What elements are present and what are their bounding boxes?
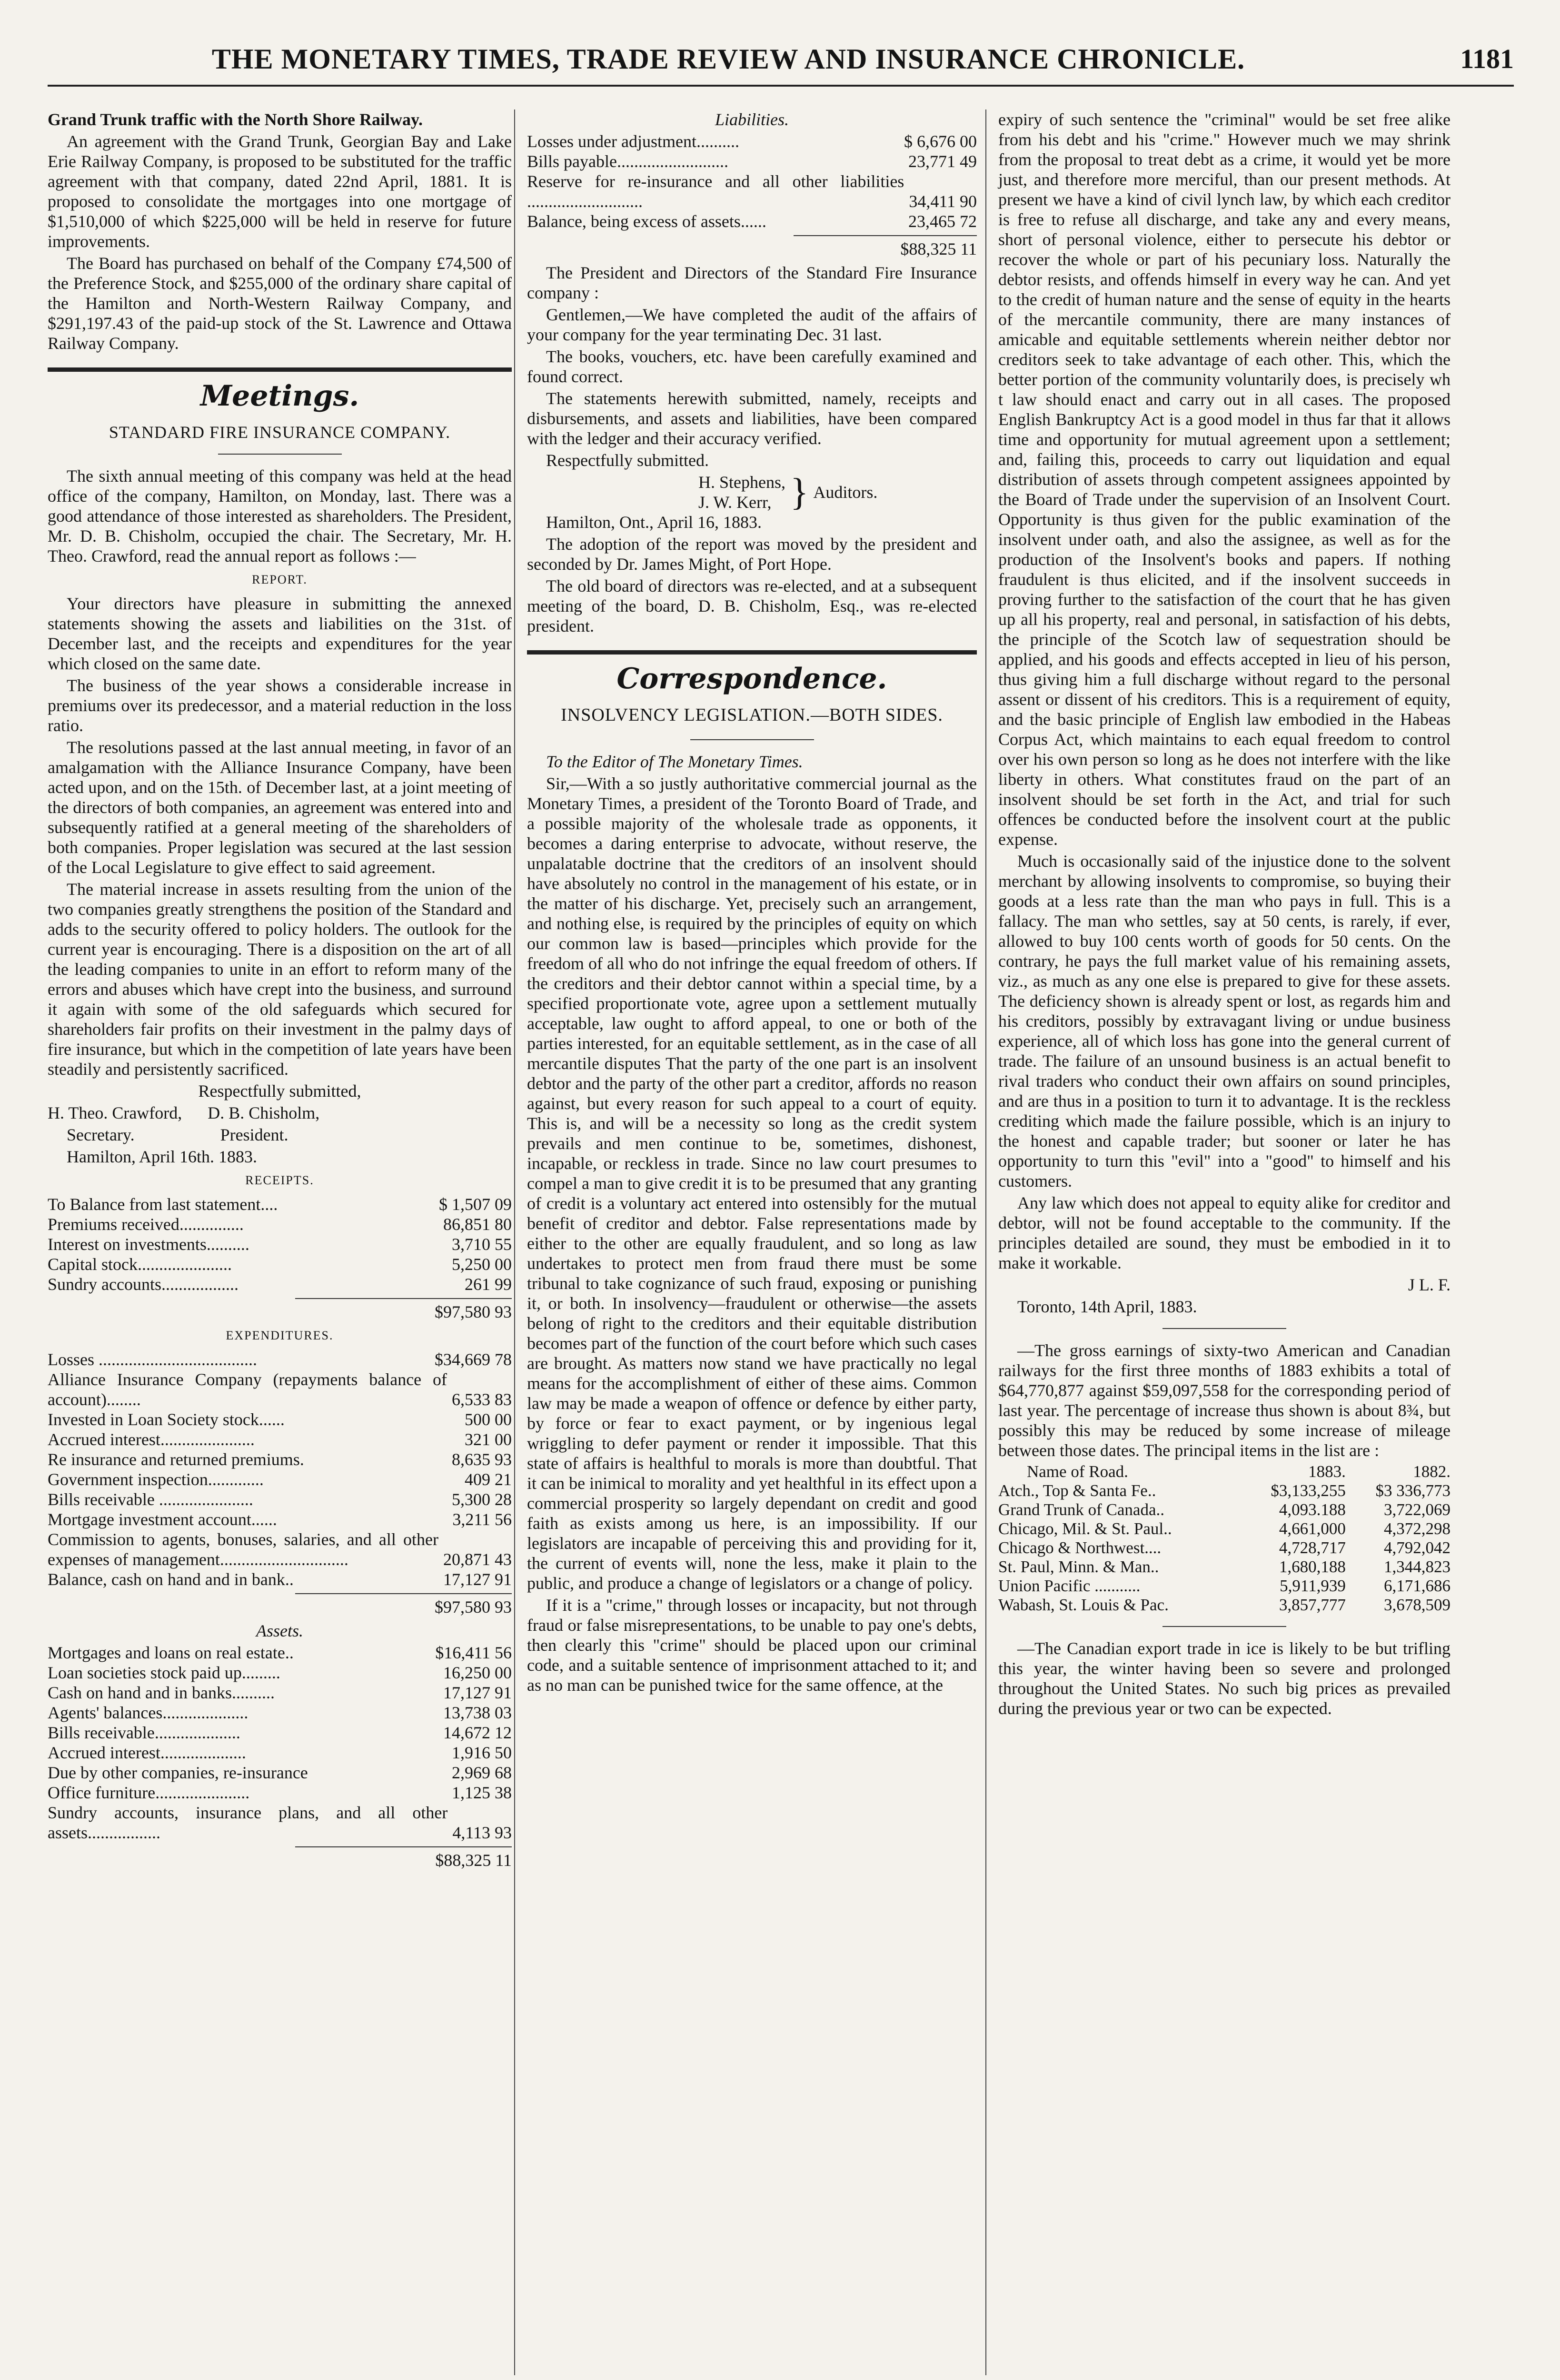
paragraph: The statements herewith submitted, namely, receipts and disbursements, and assets and liabilities, have been compared with the ledger and their accuracy verified. [527,389,977,448]
table-row: St. Paul, Minn. & Man.. 1,680,188 1,344,823 [998,1557,1451,1576]
ledger-row: Losses under adjustment.......... $ 6,676 00 [527,132,977,151]
letter-signature: J L. F. [1408,1275,1451,1294]
paragraph: —The gross earnings of sixty-two American and Canadian railways for the first three months of 1883 exhibits a total of $64,770,877 against $59,097,558 for the corresponding period of last year. The percentage of increase thus shown is about 8¾, but possibly this may be reduced by some increase of mileage between those dates. The principal items in the list are : [998,1341,1451,1460]
page-title: THE MONETARY TIMES, TRADE REVIEW AND INSURANCE CHRONICLE. [211,43,1245,75]
paragraph: The books, vouchers, etc. have been carefully examined and found correct. [527,347,977,386]
ledger-row: Re insurance and returned premiums. 8,635 93 [48,1450,512,1469]
short-rule [1163,1328,1286,1329]
signoff: Respectfully submitted, [198,1081,361,1101]
paragraph: An agreement with the Grand Trunk, Georgian Bay and Lake Erie Railway Company, is proposed to be substituted for the traffic agreement with that company, dated 22nd April, 1881. It is proposed to consolidate the mortgages into one mortgage of $1,510,000 of which $225,000 will be held in reserve for future improvements. [48,132,512,251]
liabilities-list [527,131,977,231]
signature-place: Hamilton, April 16th. 1883. [67,1147,257,1166]
ledger-row: Office furniture...................... 1,125 38 [48,1783,512,1802]
auditor-name: J. W. Kerr, [698,493,772,512]
report-label: REPORT. [252,573,308,586]
paragraph: Sir,—With a so justly authoritative commercial journal as the Monetary Times, a president of the Toronto Board of Trade, and a possible majority of the wholesale trade as opponents, it becomes a daring enterprise to advocate, without reserve, the unpalatable doctrine that the creditors of an insolvent should have absolutely no control in the management of his estate, or in the matter of his discharge. Yet, precisely such an arrangement, and nothing else, is required by the principles of equity on which our common law is based—principles which provide for the freedom of all who do not infringe the equal freedom of others. If the creditors and their debtor cannot within a special time, by a specified proportionate vote, agree upon a settlement mutually acceptable, law ought to afford appeal, to one or both of the parties interested, for an equitable settlement, as in the case of all mercantile disputes That the party of the one part is an insolvent debtor and the party of the other part a creditor, affords no reason against, but every reason for such appeal to a court of equity. This is, and will be a necessity so long as the credit system prevails and men continue to be, sometimes, dishonest, incapable, or reckless in trade. Since no law court presumes to compel a man to give credit it is to be presumed that any granting of credit is a voluntary act entered into ostensibly for the mutual benefit of creditor and debtor. False representations made by either to the other are equally fraudulent, and so long as law undertakes to protect men from fraud there must be some tribunal to take cognizance of such fraud, exposing or punishing it, or both. In insolvency—fraudulent or otherwise—the assets belong of right to the creditors and their equitable distribution becomes part of the function of the court before which such cases are brought. As matters now stand we have practically no legal means for the accomplishment of either of these aims. Common law may be made a weapon of offence or defence by either party, by force or fear to exact payment, or by ingenious legal wriggling to defer payment or render it impossible. That this state of affairs is healthful to morals is more than doubtful. That it can be inimical to morality and yet healthful in its effect upon a commercial prosperity so largely dependant on credit and good faith as exists among us here, is an impossibility. If our legislators are incapable of perceiving this and providing for it, the current of events will, none the less, make it plain to the public, and produce a change of legislators or a change of policy. [527,774,977,1593]
ledger-row: Cash on hand and in banks.......... 17,127 91 [48,1683,512,1702]
receipts-list [48,1194,512,1294]
auditors-place: Hamilton, Ont., April 16, 1883. [546,513,762,532]
paragraph: The business of the year shows a considerable increase in premiums over its predecessor, and a material reduction in the loss ratio. [48,676,512,735]
paragraph: The President and Directors of the Standard Fire Insurance company : [527,263,977,302]
ledger-row: Loan societies stock paid up......... 16,250 00 [48,1663,512,1682]
brace: } [790,471,809,513]
ledger-row: Reserve for re-insurance and all other liabilities ........................... 34,411 90 [527,172,977,211]
column-2 [514,109,977,2375]
paragraph: The resolutions passed at the last annual meeting, in favor of an amalgamation with the Alliance Insurance Company, have been acted upon, and on the 15th. of December last, at a joint meeting of the directors of both companies, an agreement was entered into and subsequently ratified at a general meeting of the shareholders of both companies. Proper legislation was secured at the last session of the Local Legislature to give effect to said agreement. [48,738,512,877]
liabilities-label: Liabilities. [715,110,789,129]
ledger-row: Capital stock...................... 5,250 00 [48,1255,512,1274]
ledger-row: Due by other companies, re-insurance 2,969 68 [48,1763,512,1782]
expenditures-label: EXPENDITURES. [226,1329,334,1342]
short-rule [690,739,814,740]
ledger-row: Balance, being excess of assets...... 23,465 72 [527,212,977,231]
meetings-heading: Meetings. [200,379,359,413]
ledger-row: Bills receivable ...................... 5,300 28 [48,1490,512,1509]
running-header [48,29,1514,86]
auditors-block [698,472,977,512]
paragraph: expiry of such sentence the "criminal" would be set free alike from his debt and his "crime." However much we may shrink from the proposal to treat debt as a crime, it would yet be more just, and therefore more merciful, than our present methods. At present we have a kind of civil lynch law, by which each creditor is free to refuse all discharge, and take any and every means, short of personal violence, either to persecute his debtor or recover the whole or part of his pecuniary loss. Naturally the debtor resists, and offends himself in every way he can. And yet to the credit of human nature and the sense of equity in the hearts of the mercantile community, there are many instances of amicable and equitable settlements wherein neither debtor nor creditors seek to take advantage of each other. This, which the better portion of the community voluntarily does, is precisely wh t law should enact and carry out in all cases. The proposed English Bankruptcy Act is a good model in thus far that it allows time and opportunity for mutual agreement upon a settlement; and, failing this, proceeds to carry out liquidation and equal distribution of assets through competent assignees appointed by the Board of Trade under the supervision of an Insolvent Court. Opportunity is thus given for the public examination of the insolvent under oath, and also the assignee, as well as for the production of the Insolvent's books and papers. If nothing fraudulent is thus elicited, and if the insolvent succeeds in proving further to the satisfaction of the court that he has given up all his property, real and personal, in satisfaction of his debts, the principle of the Scotch law of sequestration should be applied, and his goods and effects accepted in lieu of his person, thus giving him a full discharge without regard to the personal assent or dissent of his creditors. This is a requirement of equity, and the basic principle of English law embodied in the Habeas Corpus Act, which maintains to each equal freedom to control over his own person so long as he does not interfere with the like liberty in others. What constitutes fraud on the part of an insolvent should be set forth in the Act, and trial for such offences be conducted before the insolvent court at the public expense. [998,110,1451,849]
table-row: Grand Trunk of Canada.. 4,093.188 3,722,069 [998,1500,1451,1519]
table-row: Union Pacific ........... 5,911,939 6,171,686 [998,1577,1451,1595]
ledger-row: Sundry accounts.................. 261 99 [48,1275,512,1294]
company-title: STANDARD FIRE INSURANCE COMPANY. [109,423,451,442]
signature-titles: Secretary. President. [67,1125,288,1144]
paragraph: Your directors have pleasure in submitting the annexed statements showing the assets and liabilities on the 31st. of December last, and the receipts and expenditures for the year which closed on the same date. [48,594,512,673]
ledger-row: Mortgage investment account...... 3,211 56 [48,1510,512,1529]
section-rule [527,650,977,654]
table-row: Atch., Top & Santa Fe.. $3,133,255 $3 336,773 [998,1481,1451,1500]
section-rule [48,367,512,372]
paragraph: Much is occasionally said of the injustice done to the solvent merchant by allowing insolvents to compromise, so buying their goods at a less rate than the man who pays in full. This is a fallacy. The man who settles, say at 50 cents, is rarely, if ever, allowed to buy 100 cents worth of goods for 50 cents. On the contrary, he pays the full market value of his remaining assets, viz., as much as any one else is prepared to give for these assets. The deficiency shown is already spent or lost, as regards him and his creditors, possibly by extravagant living or undue business experience, all of which loss has gone into the general current of trade. The failure of an unsound business is an actual benefit to rival traders who conduct their own affairs on sound principles, and are thus in a position to turn it to advantage. It is the reckless crediting which made the failure possible, which is an injury to the honest and capable trader; but sooner or later he has opportunity to turn this "evil" into a "good" to himself and his customers. [998,852,1451,1190]
short-rule [1163,1626,1286,1627]
ledger-row: Agents' balances.................... 13,738 03 [48,1703,512,1722]
table-header: 1883. [1308,1462,1346,1481]
ledger-row: Losses ..................................... $34,669 78 [48,1350,512,1369]
to-editor: To the Editor of The Monetary Times. [546,752,803,771]
ledger-row: Mortgages and loans on real estate.. $16,411 56 [48,1643,512,1662]
table-header-row [998,1462,1451,1481]
table-row: Wabash, St. Louis & Pac. 3,857,777 3,678,509 [998,1596,1451,1614]
table-header: Name of Road. [1027,1462,1128,1481]
receipts-total: $97,580 93 [295,1298,512,1322]
ledger-row: Accrued interest.................... 1,916 50 [48,1743,512,1762]
paragraph: Any law which does not appeal to equity alike for creditor and debtor, will not be found acceptable to the community. If the principles detailed are sound, they must be embodied in it to make it workable. [998,1193,1451,1272]
paragraph: If it is a "crime," through losses or incapacity, but not through fraud or false misrepresentations, to be unable to pay one's debts, then clearly this "crime" should be placed upon our criminal code, and a suitable sentence of imprisonment attached to it; and as no man can be punished twice for the same offence, at the [527,1596,977,1695]
table-row: Chicago, Mil. & St. Paul.. 4,661,000 4,372,298 [998,1519,1451,1538]
paragraph: The sixth annual meeting of this company was held at the head office of the company, Hamilton, on Monday, last. There was a good attendance of those interested as shareholders. The President, Mr. D. B. Chisholm, occupied the chair. The Secretary, Mr. H. Theo. Crawford, read the annual report as follows :— [48,466,512,565]
ledger-row: To Balance from last statement.... $ 1,507 09 [48,1195,512,1214]
grand-trunk-title: Grand Trunk traffic with the North Shore Railway. [48,110,423,129]
assets-list [48,1643,512,1843]
table-row: Chicago & Northwest.... 4,728,717 4,792,042 [998,1538,1451,1557]
paragraph: Gentlemen,—We have completed the audit of the affairs of your company for the year terminating Dec. 31 last. [527,305,977,344]
auditor-name: H. Stephens, [698,473,785,492]
assets-total: $88,325 11 [295,1846,512,1870]
ledger-row: Sundry accounts, insurance plans, and all other assets................. 4,113 93 [48,1803,512,1842]
earnings-table [998,1462,1451,1615]
header-rule [48,85,1514,87]
column-3 [985,109,1451,2375]
ledger-row: Accrued interest...................... 321 00 [48,1430,512,1449]
letter-place: Toronto, 14th April, 1883. [1017,1297,1197,1316]
paragraph: —The Canadian export trade in ice is likely to be but trifling this year, the winter having been so severe and prolonged throughout the United States. No such big prices as prevailed during the previous year or two can be expected. [998,1639,1451,1718]
paragraph: The material increase in assets resulting from the union of the two companies greatly strengthens the position of the Standard and adds to the security offered to policy holders. The outlook for the current year is encouraging. There is a disposition on the art of all the leading companies to unite in an effort to reform many of the errors and abuses which have crept into the business, and surround it again with some of the old safeguards which secured for shareholders fair profits on their investment in the palmy days of fire insurance, but which in the competition of late years have been steadily and persistently sacrificed. [48,880,512,1079]
ledger-row: Commission to agents, bonuses, salaries, and all other expenses of management.............................. 20,871 43 [48,1530,512,1569]
paragraph: The adoption of the report was moved by the president and seconded by Dr. James Might, of Port Hope. [527,535,977,574]
insolvency-title: INSOLVENCY LEGISLATION.—BOTH SIDES. [561,705,943,725]
short-rule [218,454,342,455]
column-1 [48,109,512,2375]
paragraph: Respectfully submitted. [546,451,709,470]
liabilities-total: $88,325 11 [794,235,977,259]
ledger-row: Bills receivable.................... 14,672 12 [48,1723,512,1742]
ledger-row: Alliance Insurance Company (repayments balance of account)........ 6,533 83 [48,1370,512,1409]
ledger-row: Government inspection............. 409 21 [48,1470,512,1489]
ledger-row: Balance, cash on hand and in bank.. 17,127 91 [48,1570,512,1589]
ledger-row: Bills payable.......................... 23,771 49 [527,152,977,171]
ledger-row: Interest on investments.......... 3,710 55 [48,1235,512,1254]
expenditures-list [48,1349,512,1589]
page-number: 1181 [1460,43,1514,74]
signature-names: H. Theo. Crawford, D. B. Chisholm, [48,1103,320,1122]
correspondence-heading: Correspondence. [616,662,887,695]
auditors-word: Auditors. [813,483,878,502]
paragraph: The Board has purchased on behalf of the Company £74,500 of the Preference Stock, and $255,000 of the ordinary share capital of the Hamilton and North-Western Railway Company, and $291,197.43 of the paid-up stock of the St. Lawrence and Ottawa Railway Company. [48,254,512,353]
expenditures-total: $97,580 93 [295,1593,512,1617]
ledger-row: Invested in Loan Society stock...... 500 00 [48,1410,512,1429]
assets-label: Assets. [256,1621,303,1640]
table-header: 1882. [1413,1462,1451,1481]
receipts-label: RECEIPTS. [245,1173,314,1187]
ledger-row: Premiums received............... 86,851 80 [48,1215,512,1234]
paragraph: The old board of directors was re-elected, and at a subsequent meeting of the board, D. B. Chisholm, Esq., was re-elected president. [527,576,977,635]
